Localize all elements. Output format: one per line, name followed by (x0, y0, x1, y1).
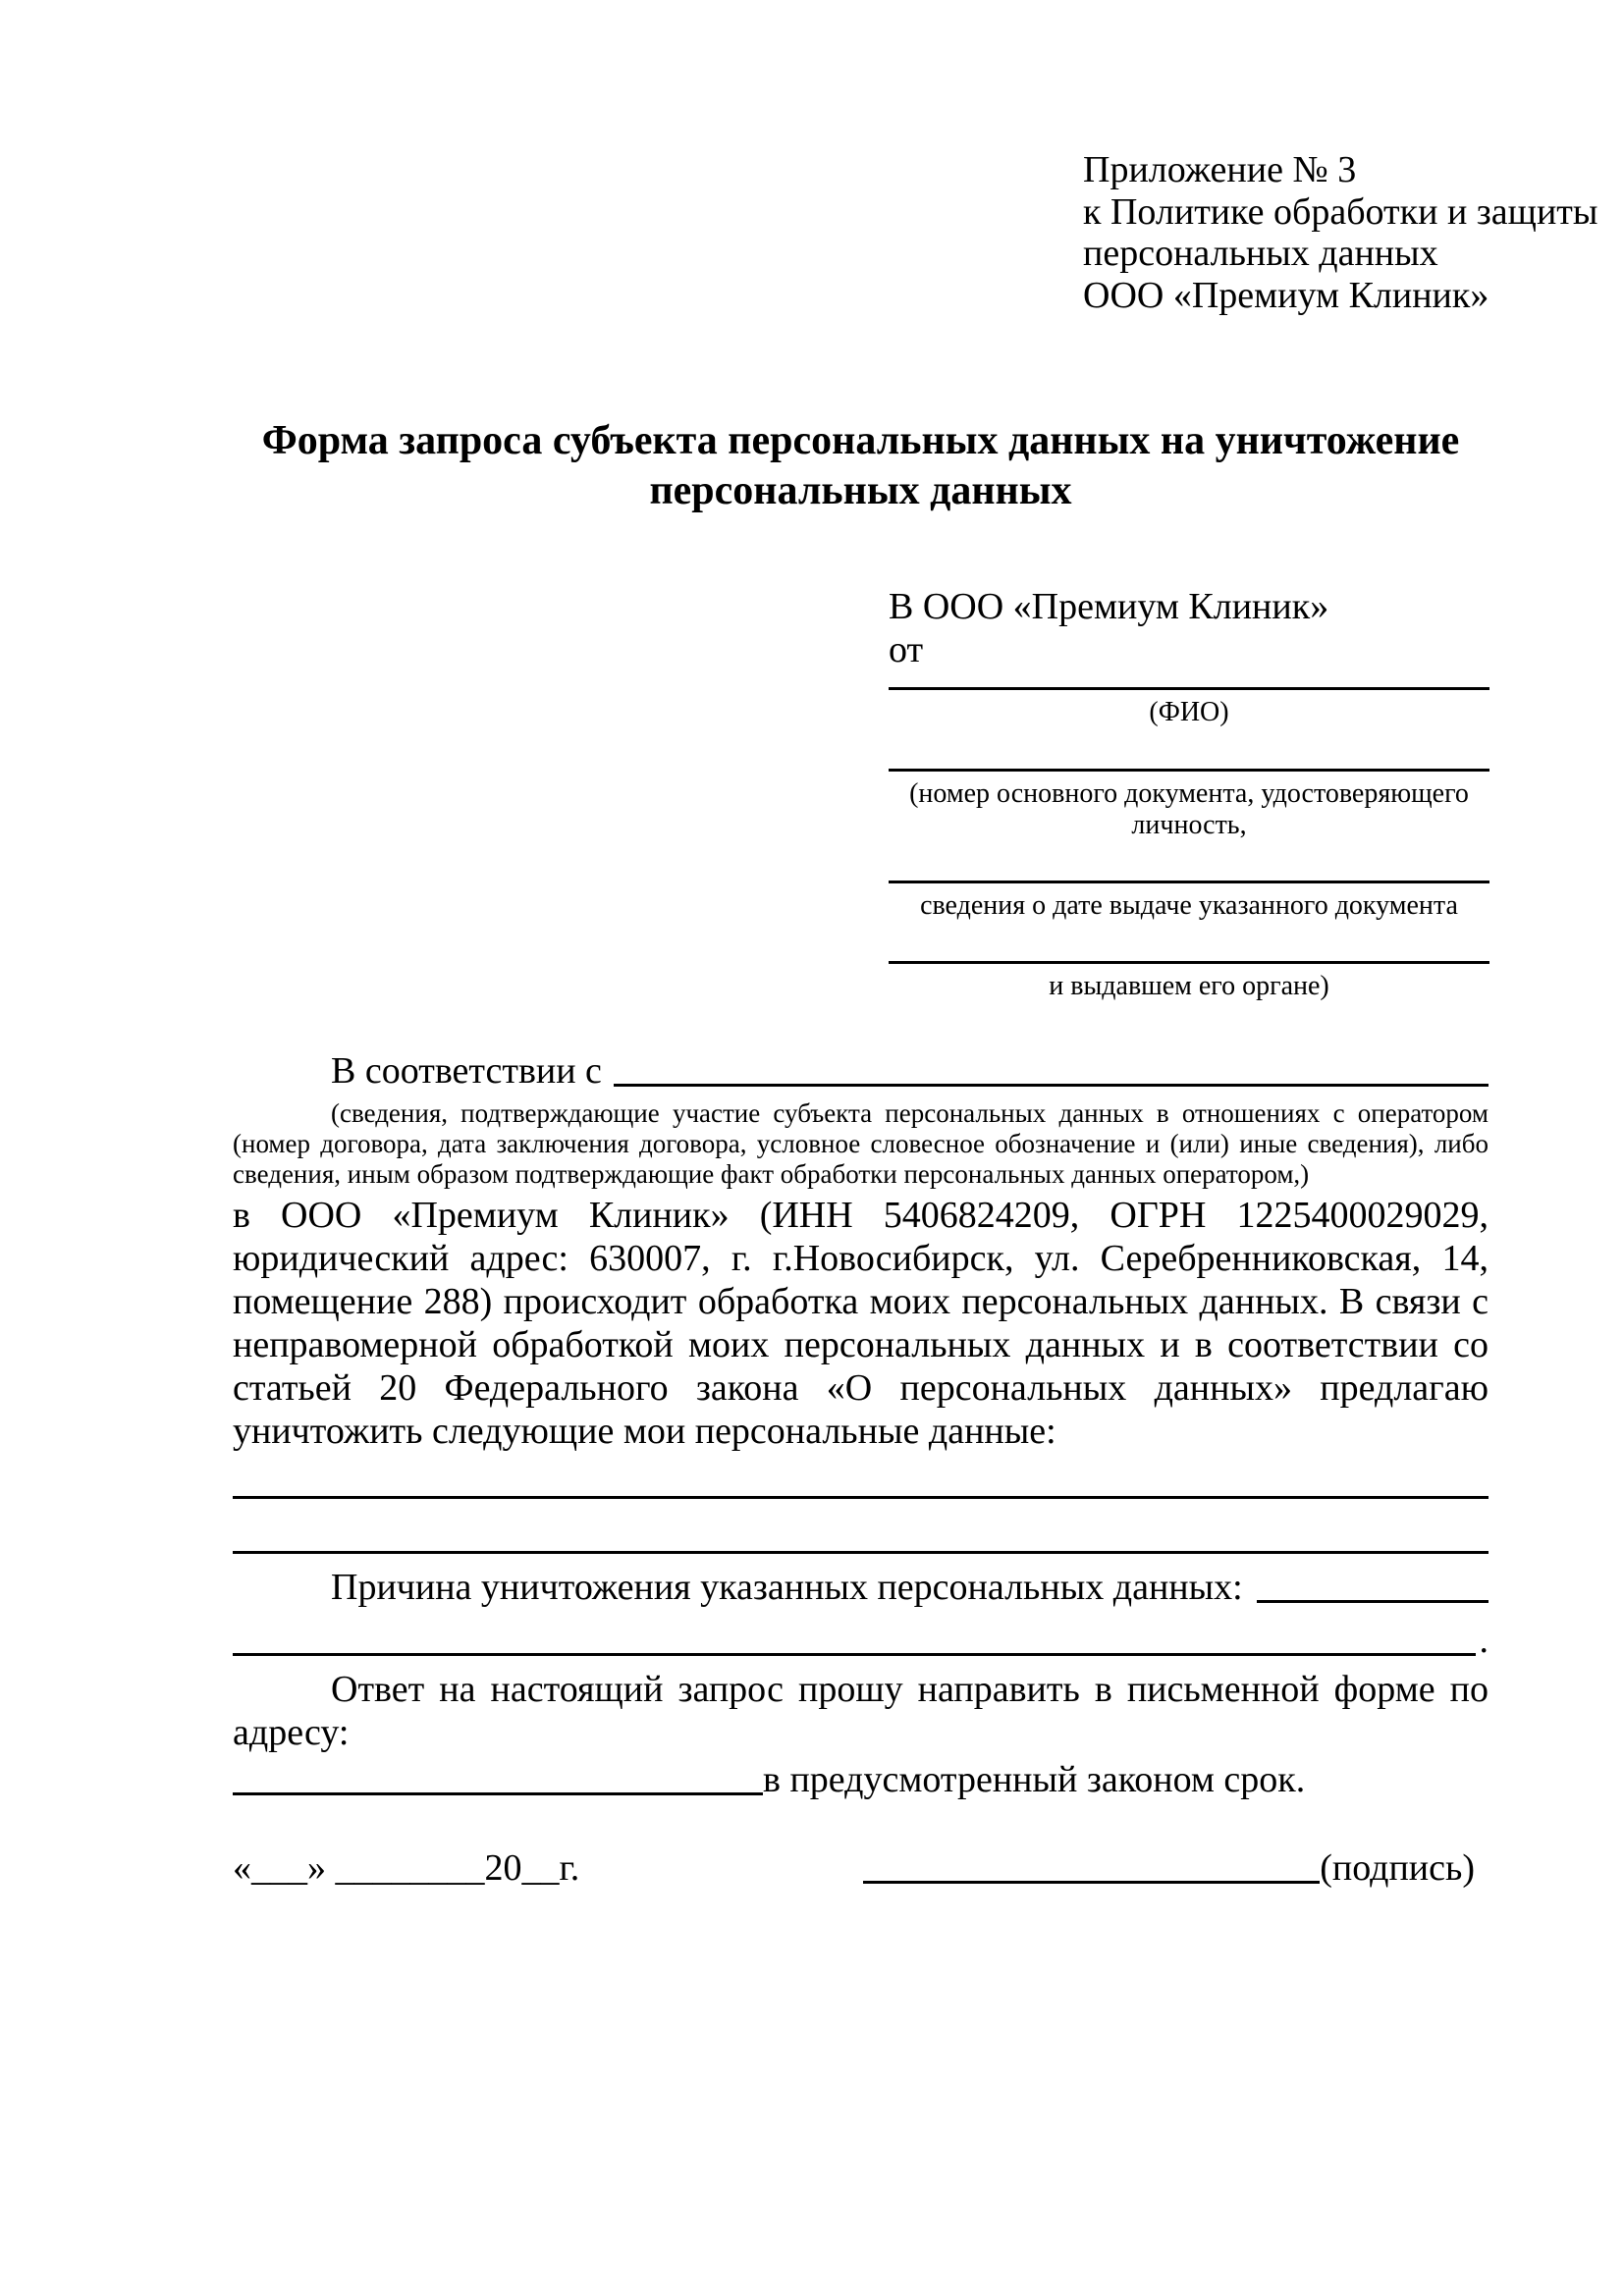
annex-line-4: ООО «Премиум Клиник» (1083, 274, 1489, 316)
fio-blank-line (889, 687, 1489, 690)
personal-data-blank-line-2 (233, 1551, 1489, 1554)
signature-caption: (подпись) (1320, 1847, 1475, 1890)
issuing-authority-caption: и выдавшем его органе) (1049, 971, 1329, 1002)
document-title: Форма запроса субъекта персональных данных на уничтожение персональных данных (261, 418, 1460, 513)
reason-blank-line (1257, 1600, 1489, 1603)
reason-blank-line-2 (233, 1653, 1476, 1656)
accordance-blank-line (614, 1084, 1489, 1087)
reason-label: Причина уничтожения указанных персональных данных: (331, 1567, 1243, 1609)
annex-line-1: Приложение № 3 (1083, 149, 1357, 190)
id-document-caption: (номер основного документа, удостоверяющего личность, (909, 777, 1469, 840)
id-document-blank-line (889, 769, 1489, 772)
reason-continuation-row (233, 1619, 1489, 1662)
annex-line-3: персональных данных (1083, 233, 1438, 275)
recipient-from-label: от (889, 628, 924, 670)
signature-blank-line (863, 1881, 1320, 1884)
reply-request-line: Ответ на настоящий запрос прошу направить в письменной форме по адресу: (233, 1669, 1489, 1754)
reply-address-row (233, 1758, 1489, 1801)
recipient-block (889, 586, 1489, 1002)
date-blank: «___» ________20__г. (233, 1847, 580, 1890)
accordance-label: В соответствии с (331, 1050, 602, 1093)
main-paragraph: в ООО «Премиум Клиник» (ИНН 5406824209, ОГРН 1225400029029, юридический адрес: 630007, г. г.Новосибирск, ул. Серебренниковская, 14, помещение 288) происходит обработка моих персональных данных. В связи с неправомерной обработкой моих персональных данных и в соответствии со статьей 20 Федерального закона «О персональных данных» предлагаю уничтожить следующие мои персональные данные: (233, 1194, 1489, 1452)
annex-header (1083, 149, 1598, 316)
accordance-note: (сведения, подтверждающие участие субъекта персональных данных в отношениях с оператором (номер договора, дата заключения договора, условное словесное обозначение и (или) иные сведения), либо сведения, иным образом подтверждающие факт обработки персональных данных оператором,) (233, 1098, 1489, 1189)
issuing-authority-blank-line (889, 961, 1489, 964)
reply-request-tail: в предусмотренный законом срок. (763, 1759, 1306, 1801)
recipient-to: В ООО «Премиум Клиник» (889, 585, 1329, 627)
fio-caption: (ФИО) (1149, 697, 1229, 728)
annex-line-2: к Политике обработки и защиты (1083, 190, 1598, 233)
reply-address-blank-line (233, 1792, 763, 1795)
issue-date-caption: сведения о дате выдаче указанного документа (920, 889, 1458, 921)
document-body (233, 1049, 1489, 1890)
reason-row (233, 1566, 1489, 1609)
accordance-row (233, 1049, 1489, 1093)
signature-group (863, 1846, 1475, 1890)
personal-data-blank-line-1 (233, 1496, 1489, 1499)
date-signature-row (233, 1846, 1489, 1890)
line-terminator: . (1479, 1620, 1489, 1662)
issue-date-blank-line (889, 881, 1489, 883)
